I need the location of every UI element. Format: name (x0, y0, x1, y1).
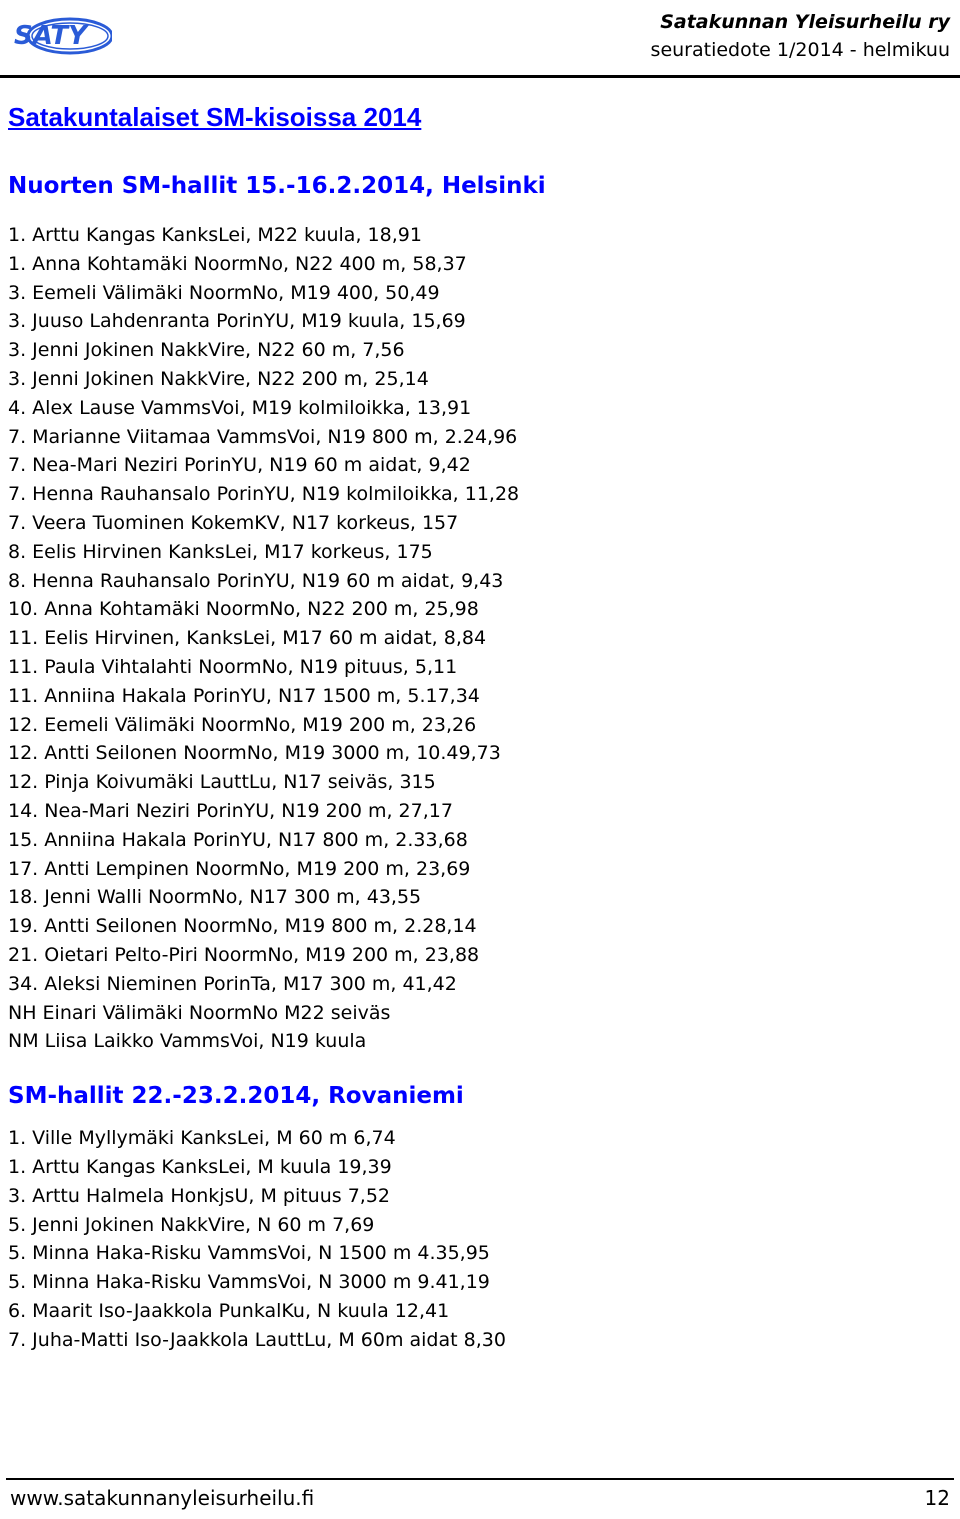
main-content (8, 94, 948, 1354)
result-item: 7. Marianne Viitamaa VammsVoi, N19 800 m, 2.24,96 (8, 425, 518, 448)
result-item: 1. Arttu Kangas KanksLei, M22 kuula, 18,91 (8, 224, 422, 246)
saty-logo (12, 12, 112, 58)
result-item: 11. Paula Vihtalahti NoormNo, N19 pituus, 5,11 (8, 655, 458, 678)
results-list-nuorten-sm (8, 221, 948, 1056)
page-footer (0, 1478, 960, 1519)
result-item: 3. Jenni Jokinen NakkVire, N22 60 m, 7,56 (8, 339, 405, 362)
result-item: 15. Anniina Hakala PorinYU, N17 800 m, 2.33,68 (8, 828, 468, 851)
page-header (0, 0, 960, 78)
bulletin-subtitle: seuratiedote 1/2014 - helmikuu (650, 39, 950, 61)
result-item: 3. Jenni Jokinen NakkVire, N22 200 m, 25,14 (8, 367, 429, 390)
result-item: 19. Antti Seilonen NoormNo, M19 800 m, 2.28,14 (8, 915, 477, 938)
website-link[interactable]: www.satakunnanyleisurheilu.fi (10, 1486, 315, 1510)
result-item: NH Einari Välimäki NoormNo M22 seiväs (8, 1001, 391, 1024)
result-item: 18. Jenni Walli NoormNo, N17 300 m, 43,55 (8, 886, 422, 909)
result-item: 1. Ville Myllymäki KanksLei, M 60 m 6,74 (8, 1127, 396, 1150)
logo-text: SATY (14, 21, 87, 51)
result-item: 17. Antti Lempinen NoormNo, M19 200 m, 23,69 (8, 857, 471, 880)
org-info (651, 8, 950, 64)
result-item: 7. Veera Tuominen KokemKV, N17 korkeus, 157 (8, 511, 459, 534)
result-item: 7. Nea-Mari Neziri PorinYU, N19 60 m aidat, 9,42 (8, 454, 471, 477)
results-list-sm-hallit (8, 1124, 948, 1354)
result-item: 5. Minna Haka-Risku VammsVoi, N 3000 m 9.41,19 (8, 1271, 490, 1294)
result-item: 11. Eelis Hirvinen, KanksLei, M17 60 m aidat, 8,84 (8, 627, 487, 650)
result-item: 7. Juha-Matti Iso-Jaakkola LauttLu, M 60m aidat 8,30 (8, 1328, 506, 1351)
result-item: 12. Eemeli Välimäki NoormNo, M19 200 m, 23,26 (8, 713, 477, 736)
result-item: 3. Eemeli Välimäki NoormNo, M19 400, 50,49 (8, 281, 440, 304)
result-item: 3. Arttu Halmela HonkjsU, M pituus 7,52 (8, 1184, 390, 1207)
result-item: 12. Pinja Koivumäki LauttLu, N17 seiväs, 315 (8, 771, 436, 794)
result-item: NM Liisa Laikko VammsVoi, N19 kuula (8, 1030, 367, 1053)
page-title: Satakuntalaiset SM-kisoissa 2014 (8, 102, 422, 132)
result-item: 14. Nea-Mari Neziri PorinYU, N19 200 m, 27,17 (8, 799, 453, 822)
result-item: 12. Antti Seilonen NoormNo, M19 3000 m, 10.49,73 (8, 742, 501, 765)
section-title-sm-hallit: SM-hallit 22.-23.2.2014, Rovaniemi (8, 1083, 464, 1110)
footer-divider (6, 1478, 954, 1480)
result-item: 1. Arttu Kangas KanksLei, M kuula 19,39 (8, 1155, 392, 1178)
header-divider (0, 75, 960, 78)
result-item: 10. Anna Kohtamäki NoormNo, N22 200 m, 25,98 (8, 598, 479, 621)
page-number: 12 (924, 1486, 950, 1510)
result-item: 5. Jenni Jokinen NakkVire, N 60 m 7,69 (8, 1213, 375, 1236)
result-item: 8. Henna Rauhansalo PorinYU, N19 60 m aidat, 9,43 (8, 569, 504, 592)
result-item: 21. Oietari Pelto-Piri NoormNo, M19 200 m, 23,88 (8, 943, 480, 966)
result-item: 3. Juuso Lahdenranta PorinYU, M19 kuula, 15,69 (8, 310, 466, 333)
result-item: 11. Anniina Hakala PorinYU, N17 1500 m, 5.17,34 (8, 684, 480, 707)
result-item: 4. Alex Lause VammsVoi, M19 kolmiloikka, 13,91 (8, 396, 472, 419)
result-item: 6. Maarit Iso-Jaakkola PunkalKu, N kuula 12,41 (8, 1299, 450, 1322)
org-name: Satakunnan Yleisurheilu ry (660, 11, 950, 33)
result-item: 1. Anna Kohtamäki NoormNo, N22 400 m, 58,37 (8, 252, 467, 275)
result-item: 5. Minna Haka-Risku VammsVoi, N 1500 m 4.35,95 (8, 1242, 490, 1265)
result-item: 34. Aleksi Nieminen PorinTa, M17 300 m, 41,42 (8, 972, 457, 995)
section-title-nuorten-sm: Nuorten SM-hallit 15.-16.2.2014, Helsinki (8, 173, 546, 199)
result-item: 8. Eelis Hirvinen KanksLei, M17 korkeus, 175 (8, 540, 433, 563)
result-item: 7. Henna Rauhansalo PorinYU, N19 kolmiloikka, 11,28 (8, 483, 520, 506)
